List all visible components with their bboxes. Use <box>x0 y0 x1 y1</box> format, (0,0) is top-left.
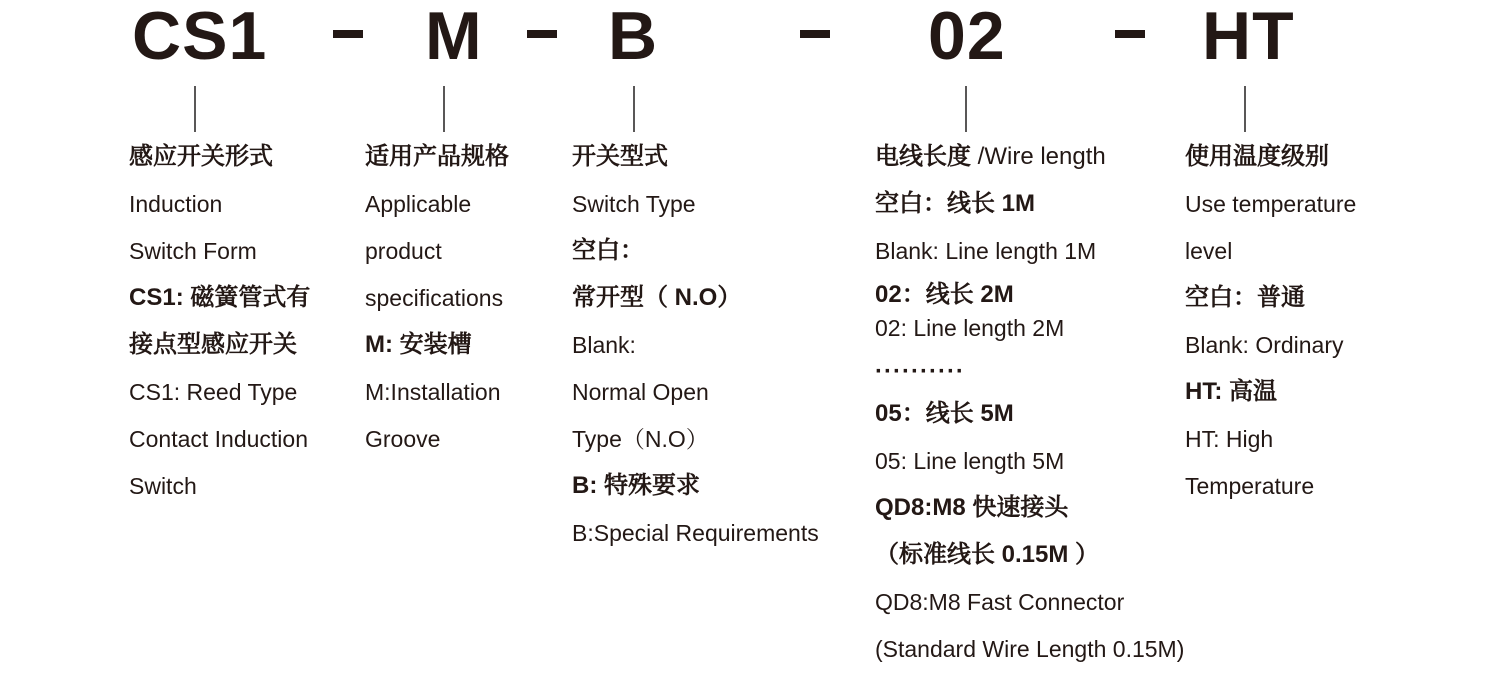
line-text: (Standard Wire Length 0.15M) <box>875 636 1185 662</box>
line-text: 空白： <box>572 237 644 264</box>
connector-tick-switch-type <box>633 86 635 132</box>
line-text: QD8:M8 快速接头 <box>875 494 1069 521</box>
line-text: 适用产品规格 <box>365 143 509 170</box>
line-suffix: /Wire length <box>971 143 1106 170</box>
line-text: B:Special Requirements <box>572 520 819 546</box>
column-4-line-6 <box>1185 419 1356 466</box>
connector-tick-product <box>443 86 445 132</box>
column-3-line-6 <box>875 394 1184 441</box>
line-text: Groove <box>365 426 441 452</box>
code-separator-2 <box>527 30 557 38</box>
line-text: 常开型（ N.O） <box>572 284 742 311</box>
column-temperature <box>1185 137 1356 513</box>
column-2-line-4 <box>572 325 819 372</box>
column-0-line-3 <box>129 278 310 325</box>
column-2-line-3 <box>572 278 819 325</box>
line-text: Switch <box>129 473 197 499</box>
column-3-line-8 <box>875 488 1184 535</box>
column-2-line-1 <box>572 184 819 231</box>
column-4-line-4 <box>1185 325 1356 372</box>
column-wire-length <box>875 137 1184 676</box>
connector-tick-series <box>194 86 196 132</box>
line-text: 开关型式 <box>572 143 668 170</box>
column-1-line-2 <box>365 231 509 278</box>
line-text: product <box>365 238 442 264</box>
line-text: M:Installation <box>365 379 501 405</box>
line-text: Switch Form <box>129 238 257 264</box>
line-text: Use temperature <box>1185 191 1357 217</box>
line-text: Switch Type <box>572 191 696 217</box>
line-text: HT: High <box>1185 426 1274 452</box>
line-text: B: 特殊要求 <box>572 472 700 499</box>
column-0-line-4 <box>129 325 310 372</box>
line-text: specifications <box>365 285 504 311</box>
line-text: 05：线长 5M <box>875 400 1014 427</box>
column-0-line-2 <box>129 231 310 278</box>
column-0-line-5 <box>129 372 310 419</box>
line-text: 02: Line length 2M <box>875 315 1065 341</box>
column-1-line-1 <box>365 184 509 231</box>
code-segment-switch-type: B <box>608 0 659 74</box>
code-separator-4 <box>1115 30 1145 38</box>
column-3-line-11 <box>875 629 1184 676</box>
column-1-line-6 <box>365 419 509 466</box>
code-separator-1 <box>333 30 363 38</box>
column-3-line-10 <box>875 582 1184 629</box>
column-3-line-2 <box>875 231 1184 278</box>
line-text: M: 安装槽 <box>365 331 472 358</box>
line-text: ·········· <box>875 358 965 385</box>
connector-tick-temperature <box>1244 86 1246 132</box>
line-text: 空白：普通 <box>1185 284 1305 311</box>
column-4-line-2 <box>1185 231 1356 278</box>
column-4-line-3 <box>1185 278 1356 325</box>
column-2-line-5 <box>572 372 819 419</box>
line-text: 感应开关形式 <box>129 143 273 170</box>
column-3-line-4 <box>875 308 1184 355</box>
column-3-line-5 <box>875 355 1184 394</box>
column-3-line-3 <box>875 278 1184 308</box>
code-separator-3 <box>800 30 830 38</box>
line-text: Blank: Ordinary <box>1185 332 1344 358</box>
column-0-line-1 <box>129 184 310 231</box>
column-4-line-5 <box>1185 372 1356 419</box>
column-2-line-2 <box>572 231 819 278</box>
column-1-line-0 <box>365 137 509 184</box>
column-3-line-1 <box>875 184 1184 231</box>
column-2-line-0 <box>572 137 819 184</box>
column-product-spec <box>365 137 509 466</box>
line-text: level <box>1185 238 1233 264</box>
line-text: QD8:M8 Fast Connector <box>875 589 1125 615</box>
line-text: Normal Open <box>572 379 709 405</box>
line-text: 使用温度级别 <box>1185 143 1329 170</box>
line-text: 电线长度 <box>875 143 971 170</box>
line-text: CS1: Reed Type <box>129 379 298 405</box>
line-text: 空白：线长 1M <box>875 190 1036 217</box>
line-text: 接点型感应开关 <box>129 331 297 358</box>
column-1-line-4 <box>365 325 509 372</box>
line-text: Temperature <box>1185 473 1315 499</box>
line-text: （标准线长 0.15M ） <box>875 541 1100 568</box>
column-4-line-1 <box>1185 184 1356 231</box>
column-3-line-7 <box>875 441 1184 488</box>
column-1-line-3 <box>365 278 509 325</box>
column-4-line-7 <box>1185 466 1356 513</box>
code-segment-product: M <box>425 0 483 74</box>
line-text: HT: 高温 <box>1185 378 1277 405</box>
line-text: Applicable <box>365 191 472 217</box>
column-series <box>129 137 310 513</box>
line-text: Blank: Line length 1M <box>875 238 1097 264</box>
column-2-line-7 <box>572 466 819 513</box>
code-segment-temperature: HT <box>1202 0 1295 74</box>
column-0-line-7 <box>129 466 310 513</box>
line-text: Contact Induction <box>129 426 309 452</box>
column-0-line-6 <box>129 419 310 466</box>
line-text: Type（N.O） <box>572 426 709 452</box>
column-1-line-5 <box>365 372 509 419</box>
column-2-line-8 <box>572 513 819 560</box>
column-3-line-0 <box>875 137 1184 184</box>
line-text: Induction <box>129 191 223 217</box>
line-text: 02：线长 2M <box>875 281 1014 308</box>
code-segment-series: CS1 <box>132 0 268 74</box>
column-2-line-6 <box>572 419 819 466</box>
column-3-line-9 <box>875 535 1184 582</box>
connector-tick-wire-length <box>965 86 967 132</box>
line-text: 05: Line length 5M <box>875 448 1065 474</box>
code-segment-wire-length: 02 <box>928 0 1006 74</box>
line-text: CS1: 磁簧管式有 <box>129 284 311 311</box>
column-4-line-0 <box>1185 137 1356 184</box>
line-text: Blank: <box>572 332 636 358</box>
column-0-line-0 <box>129 137 310 184</box>
column-switch-type <box>572 137 819 560</box>
